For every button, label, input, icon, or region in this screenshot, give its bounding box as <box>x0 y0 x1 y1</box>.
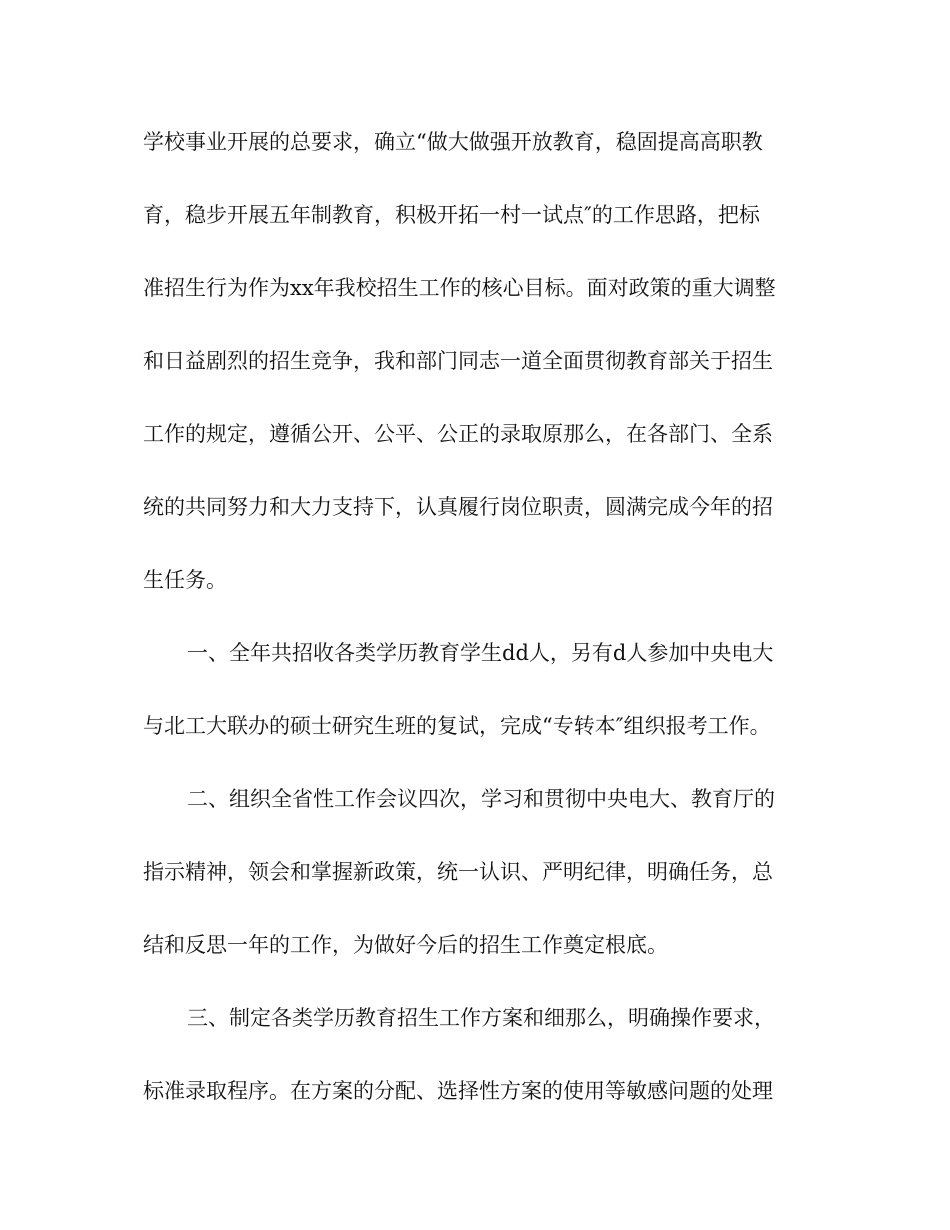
text-line: 生任务。 <box>143 568 227 592</box>
text-line: 标准录取程序。在方案的分配、选择性方案的使用等敏感问题的处理 <box>143 1079 773 1103</box>
text-line: 工作的规定，遵循公开、公平、公正的录取原那么，在各部门、全系 <box>143 422 773 446</box>
text-line: 结和反思一年的工作，为做好今后的招生工作奠定根底。 <box>143 933 668 957</box>
text-line: 育，稳步开展五年制教育，积极开拓一村一试点″的工作思路，把标 <box>143 203 760 227</box>
text-line: 指示精神，领会和掌握新政策，统一认识、严明纪律，明确任务，总 <box>143 860 773 884</box>
text-line: 准招生行为作为xx年我校招生工作的核心目标。面对政策的重大调整 <box>143 276 776 300</box>
text-line: 和日益剧烈的招生竞争，我和部门同志一道全面贯彻教育部关于招生 <box>143 349 773 373</box>
text-line: 学校事业开展的总要求，确立“做大做强开放教育，稳固提高高职教 <box>143 130 763 154</box>
text-line: 统的共同努力和大力支持下，认真履行岗位职责，圆满完成今年的招 <box>143 495 773 519</box>
text-line: 与北工大联办的硕士研究生班的复试，完成“专转本″组织报考工作。 <box>143 714 771 738</box>
paragraph-start-line: 一、全年共招收各类学历教育学生dd人，另有d人参加中央电大 <box>187 641 774 665</box>
paragraph-start-line: 三、制定各类学历教育招生工作方案和细那么，明确操作要求， <box>187 1006 775 1030</box>
paragraph-start-line: 二、组织全省性工作会议四次，学习和贯彻中央电大、教育厅的 <box>187 787 775 811</box>
